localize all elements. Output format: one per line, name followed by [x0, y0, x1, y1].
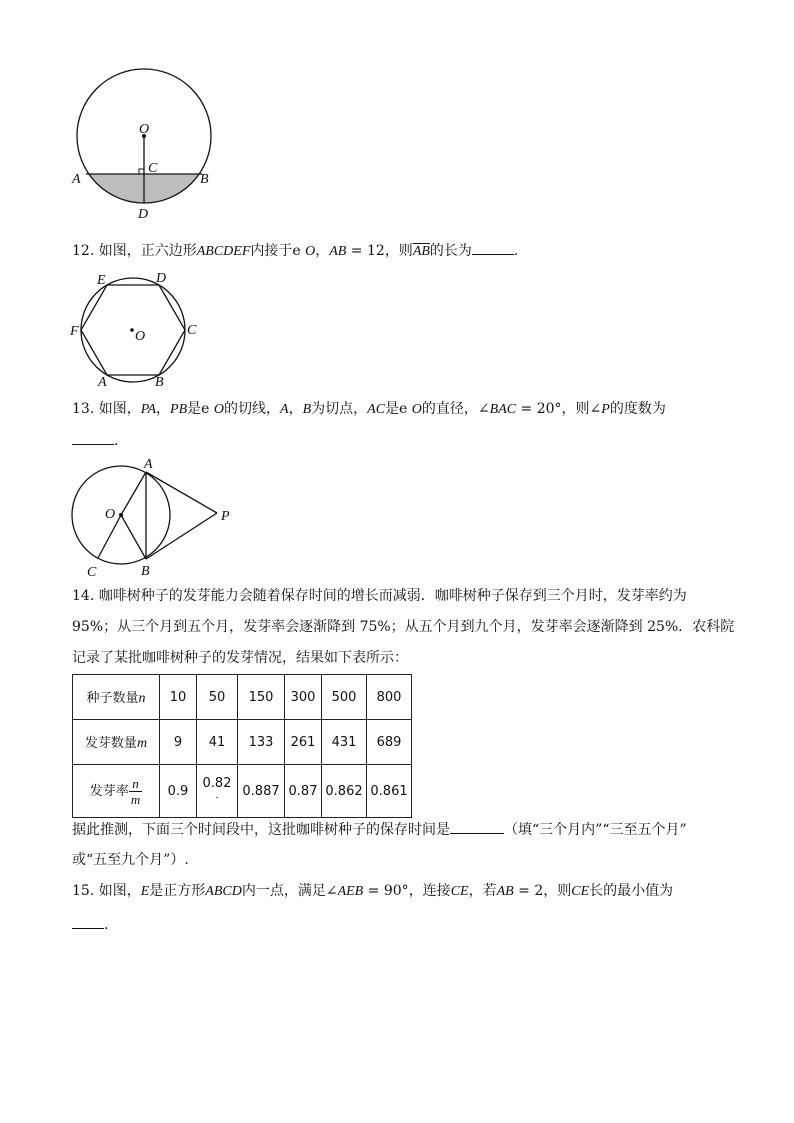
label-a: A [144, 457, 153, 472]
label-c: C [148, 161, 158, 176]
figure-inscribed-hexagon [60, 268, 210, 393]
answer-blank-14[interactable] [450, 819, 504, 834]
label-b: B [155, 375, 164, 390]
table-cell: 10 [160, 675, 197, 720]
label-e: E [97, 273, 106, 288]
answer-blank-13[interactable] [72, 430, 114, 445]
question-14-after-1: 据此推测，下面三个时间段中，这批咖啡树种子的保存时间是 （填“三个月内”“三至五个月” [72, 819, 687, 840]
question-14-after-2: 或“五至九个月”）. [72, 852, 189, 868]
shaded-segment [60, 174, 240, 234]
answer-blank-12[interactable] [472, 240, 514, 255]
question-15: 15. 如图，E是正方形ABCD内一点，满足∠AEB = 90°，连接CE，若AB = 2，则CE长的最小值为 [72, 883, 674, 899]
label-c: C [187, 323, 197, 338]
label-f: F [70, 324, 79, 339]
table-cell: 41 [197, 720, 238, 765]
table-cell: 431 [322, 720, 367, 765]
center-point [119, 513, 123, 517]
question-12: 12. 如图，正六边形ABCDEF内接于e O，AB = 12，则$\overline{AB}$的长为 . [72, 240, 518, 262]
label-a: A [72, 172, 81, 187]
label-a: A [98, 375, 107, 390]
table-cell: 150 [238, 675, 285, 720]
table-cell: 50 [197, 675, 238, 720]
label-p: P [221, 509, 230, 524]
table-cell: 0.861 [367, 765, 412, 818]
table-cell: 0.82 · [197, 765, 238, 818]
table-cell: 0.87 [285, 765, 322, 818]
label-b: B [141, 564, 150, 579]
row-header: 发芽率 $\frac{n}{m}$ [73, 765, 160, 818]
question-13-blank-line: . [72, 430, 118, 451]
label-o: O [105, 507, 116, 522]
table-cell: 0.887 [238, 765, 285, 818]
table-row [73, 765, 412, 818]
segment-ao [121, 472, 146, 515]
label-o: O [135, 329, 146, 344]
center-point [130, 328, 134, 332]
table-cell: 133 [238, 720, 285, 765]
label-b: B [200, 172, 209, 187]
table-cell: 261 [285, 720, 322, 765]
row-header: 种子数量n [73, 675, 160, 720]
table-cell: 0.862 [322, 765, 367, 818]
label-d: D [156, 271, 167, 286]
question-14-line-2: 95%；从三个月到五个月，发芽率会逐渐降到 75%；从五个月到九个月，发芽率会逐渐降到 25%．农科院 [72, 619, 735, 635]
table-cell: 800 [367, 675, 412, 720]
figure-circle-chord [60, 60, 240, 230]
table-cell: 300 [285, 675, 322, 720]
question-13: 13. 如图，PA，PB是e O的切线，A，B为切点，AC是e O的直径，∠BAC = 20°，则∠P的度数为 [72, 401, 666, 417]
germination-table [72, 674, 412, 818]
table-cell: 0.9 [160, 765, 197, 818]
question-15-blank-line: . [72, 914, 108, 935]
arc-ab: $\overline{AB}$ [412, 244, 430, 259]
row-header: 发芽数量m [73, 720, 160, 765]
right-angle-mark [139, 169, 144, 174]
tangent-pb [146, 513, 217, 559]
figure-tangent-lines [60, 455, 250, 580]
tangent-pa [146, 472, 217, 513]
segment-ob [121, 515, 146, 559]
question-14-line-1: 14. 咖啡树种子的发芽能力会随着保存时间的增长而减弱．咖啡树种子保存到三个月时，发芽率约为 [72, 588, 687, 604]
table-row [73, 675, 412, 720]
table-cell: 9 [160, 720, 197, 765]
table-cell: 689 [367, 720, 412, 765]
fraction-n-over-m: $\frac{n}{m}$ [130, 775, 141, 807]
label-d: D [138, 207, 149, 222]
label-c: C [87, 565, 97, 580]
question-14-line-3: 记录了某批咖啡树种子的发芽情况，结果如下表所示： [72, 650, 408, 666]
table-cell: 500 [322, 675, 367, 720]
label-o: O [139, 122, 150, 137]
table-row [73, 720, 412, 765]
answer-blank-15[interactable] [72, 914, 104, 929]
